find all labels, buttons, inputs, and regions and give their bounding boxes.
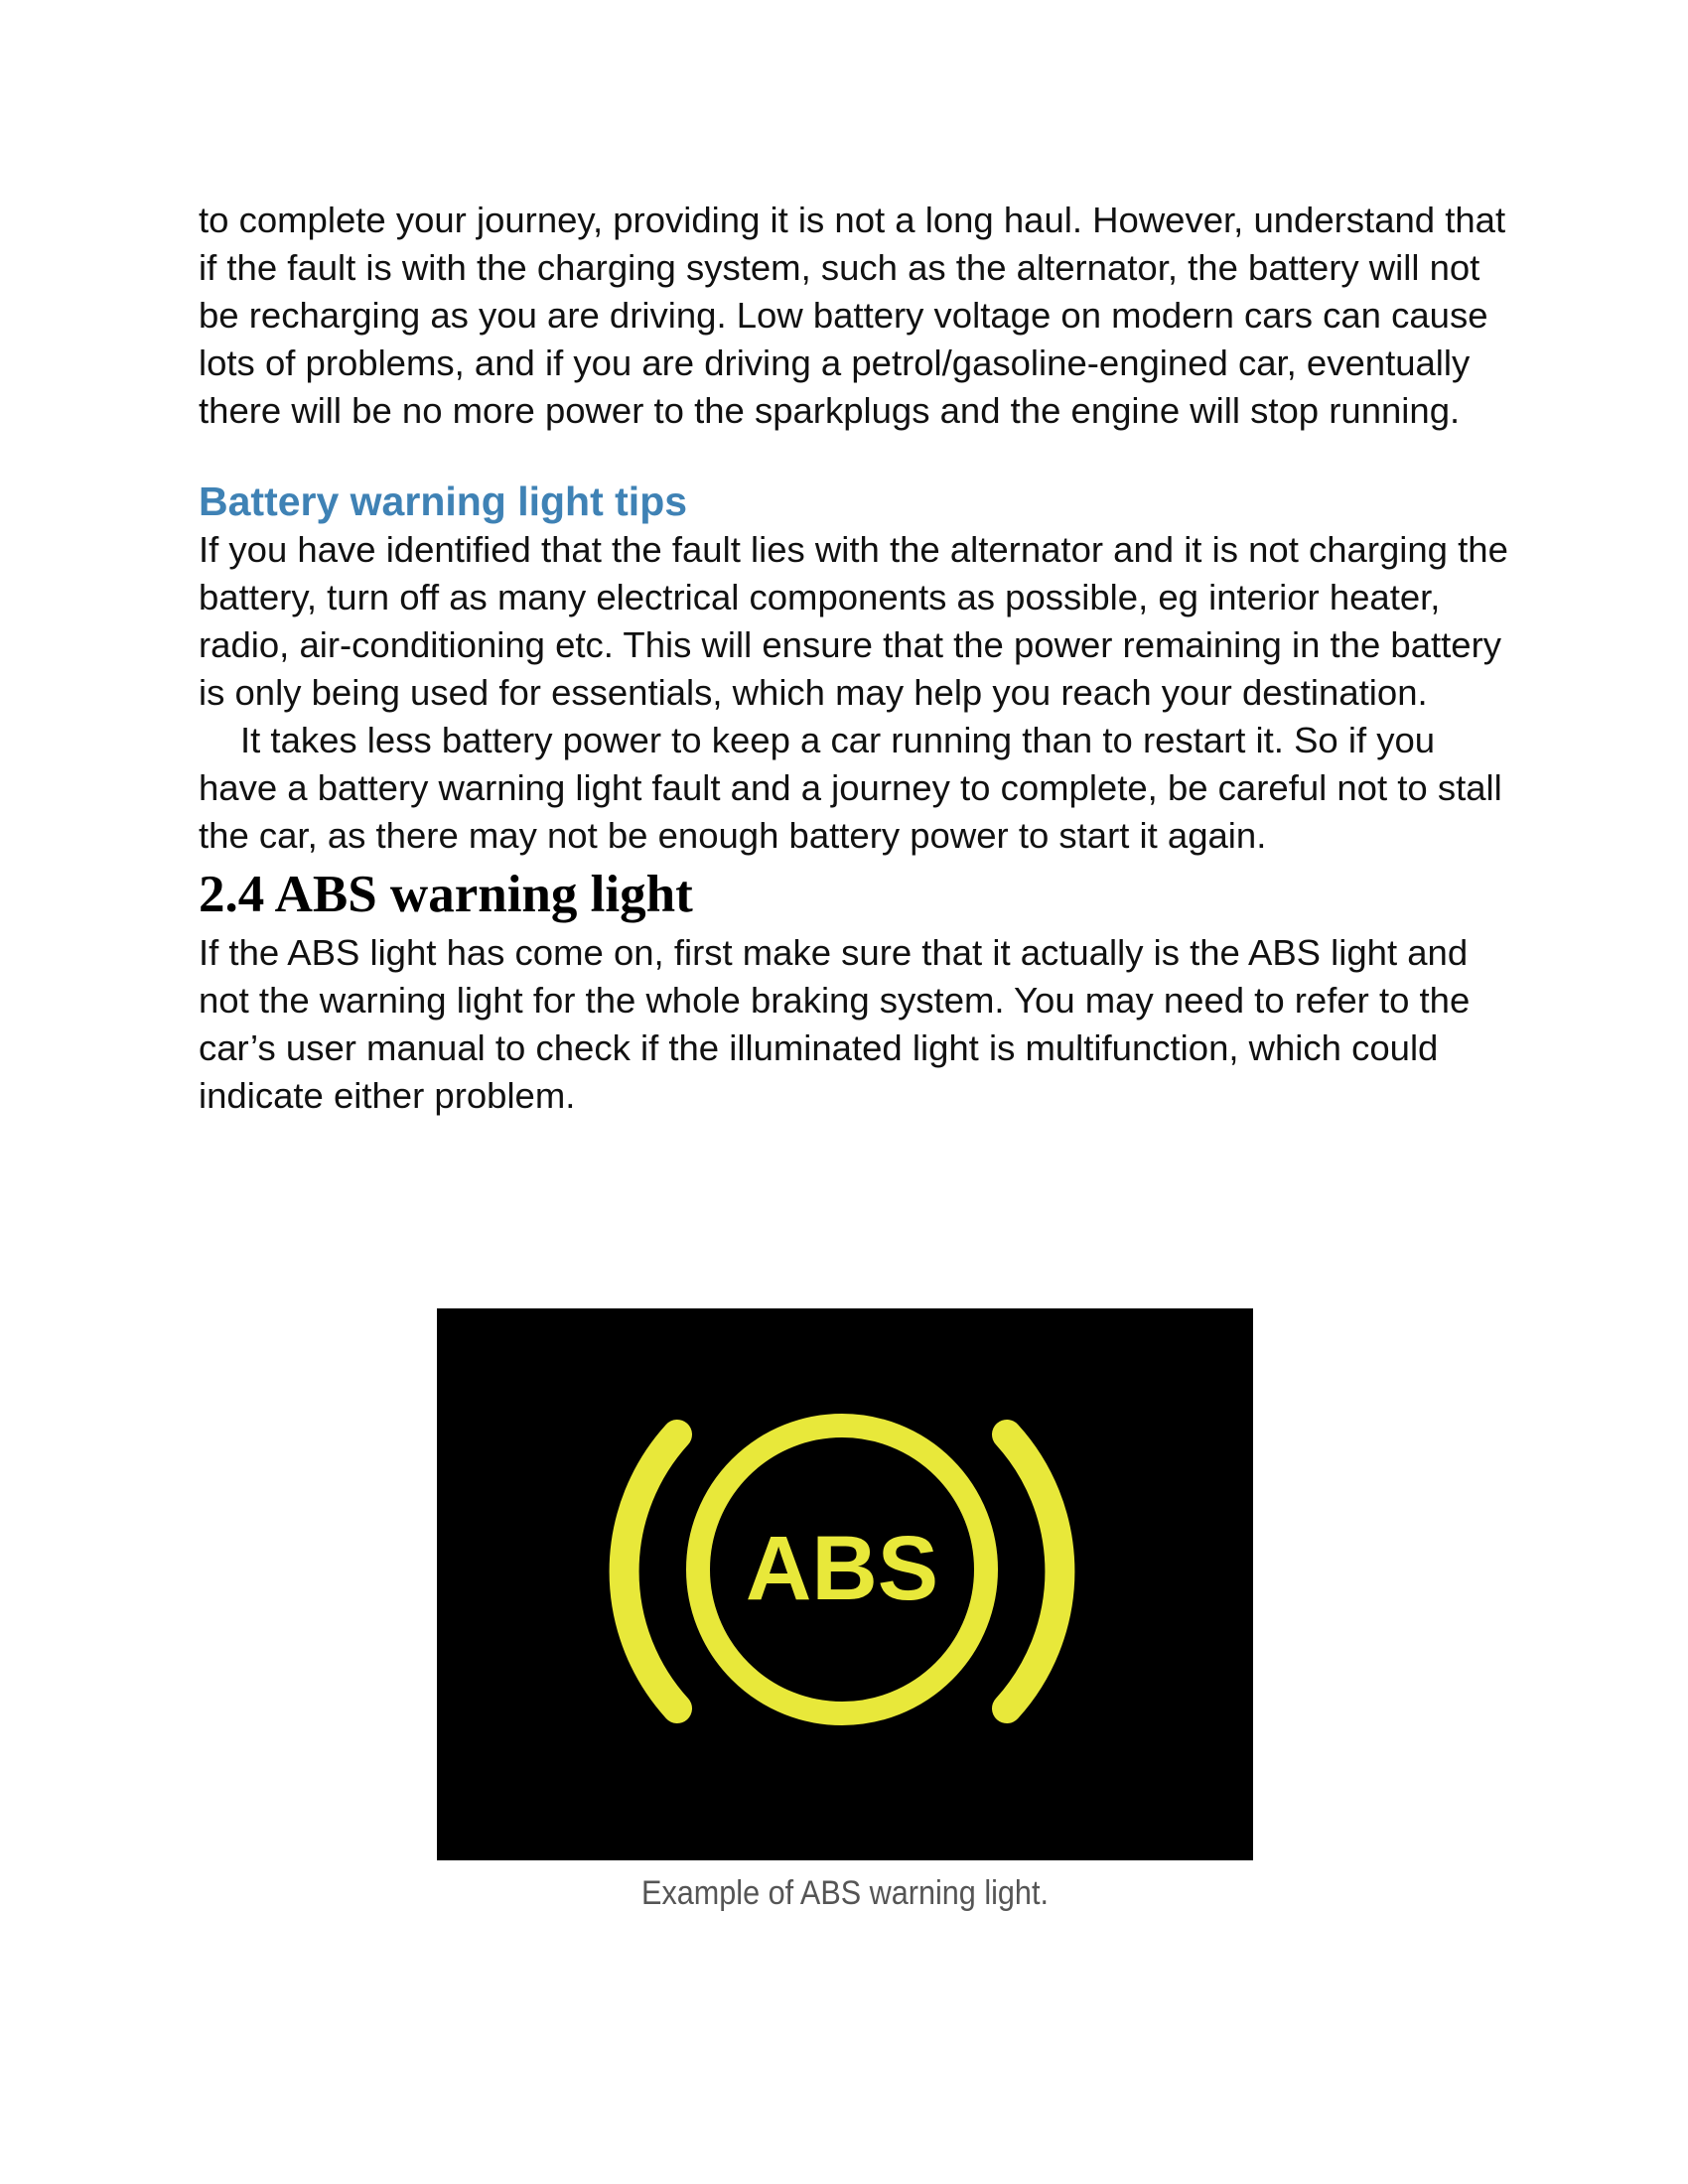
abs-paragraph: If the ABS light has come on, first make sure that it actually is the ABS light and not the warning light for the whole braking system. You may need to refer to the car’s user manual to check if the illuminated light is multifunction, which could indicate either problem. [199,932,1471,1116]
abs-icon-text: ABS [745,1518,939,1619]
abs-warning-light-icon [437,1308,1253,1860]
intro-paragraph: to complete your journey, providing it is not a long haul. However, understand that if the fault is with the charging system, such as the alternator, the battery will not be recharging as you are driving. Low battery voltage on modern cars can cause lots of problems, and if you are driving a petrol/gasoline-engined car, eventually there will be no more power to the sparkplugs and the engine will stop running. [199,200,1506,431]
document-page [199,197,1509,1120]
battery-tips-paragraph-1: If you have identified that the fault lies with the alternator and it is not charging the battery, turn off as many electrical components as possible, eg interior heater, radio, air-conditioning etc. This will ensure that the power remaining in the battery is only being used for essentials, which may help you reach your destination. [199,529,1508,713]
battery-tips-paragraph-2: It takes less battery power to keep a car running than to restart it. So if you have a battery warning light fault and a journey to complete, be careful not to stall the car, as there may not be enough battery power to start it again. [199,720,1502,856]
abs-warning-light-image [437,1308,1253,1860]
abs-section-heading: 2.4 ABS warning light [199,866,693,923]
battery-tips-heading: Battery warning light tips [199,478,688,524]
figure-caption: Example of ABS warning light. [641,1874,1049,1912]
